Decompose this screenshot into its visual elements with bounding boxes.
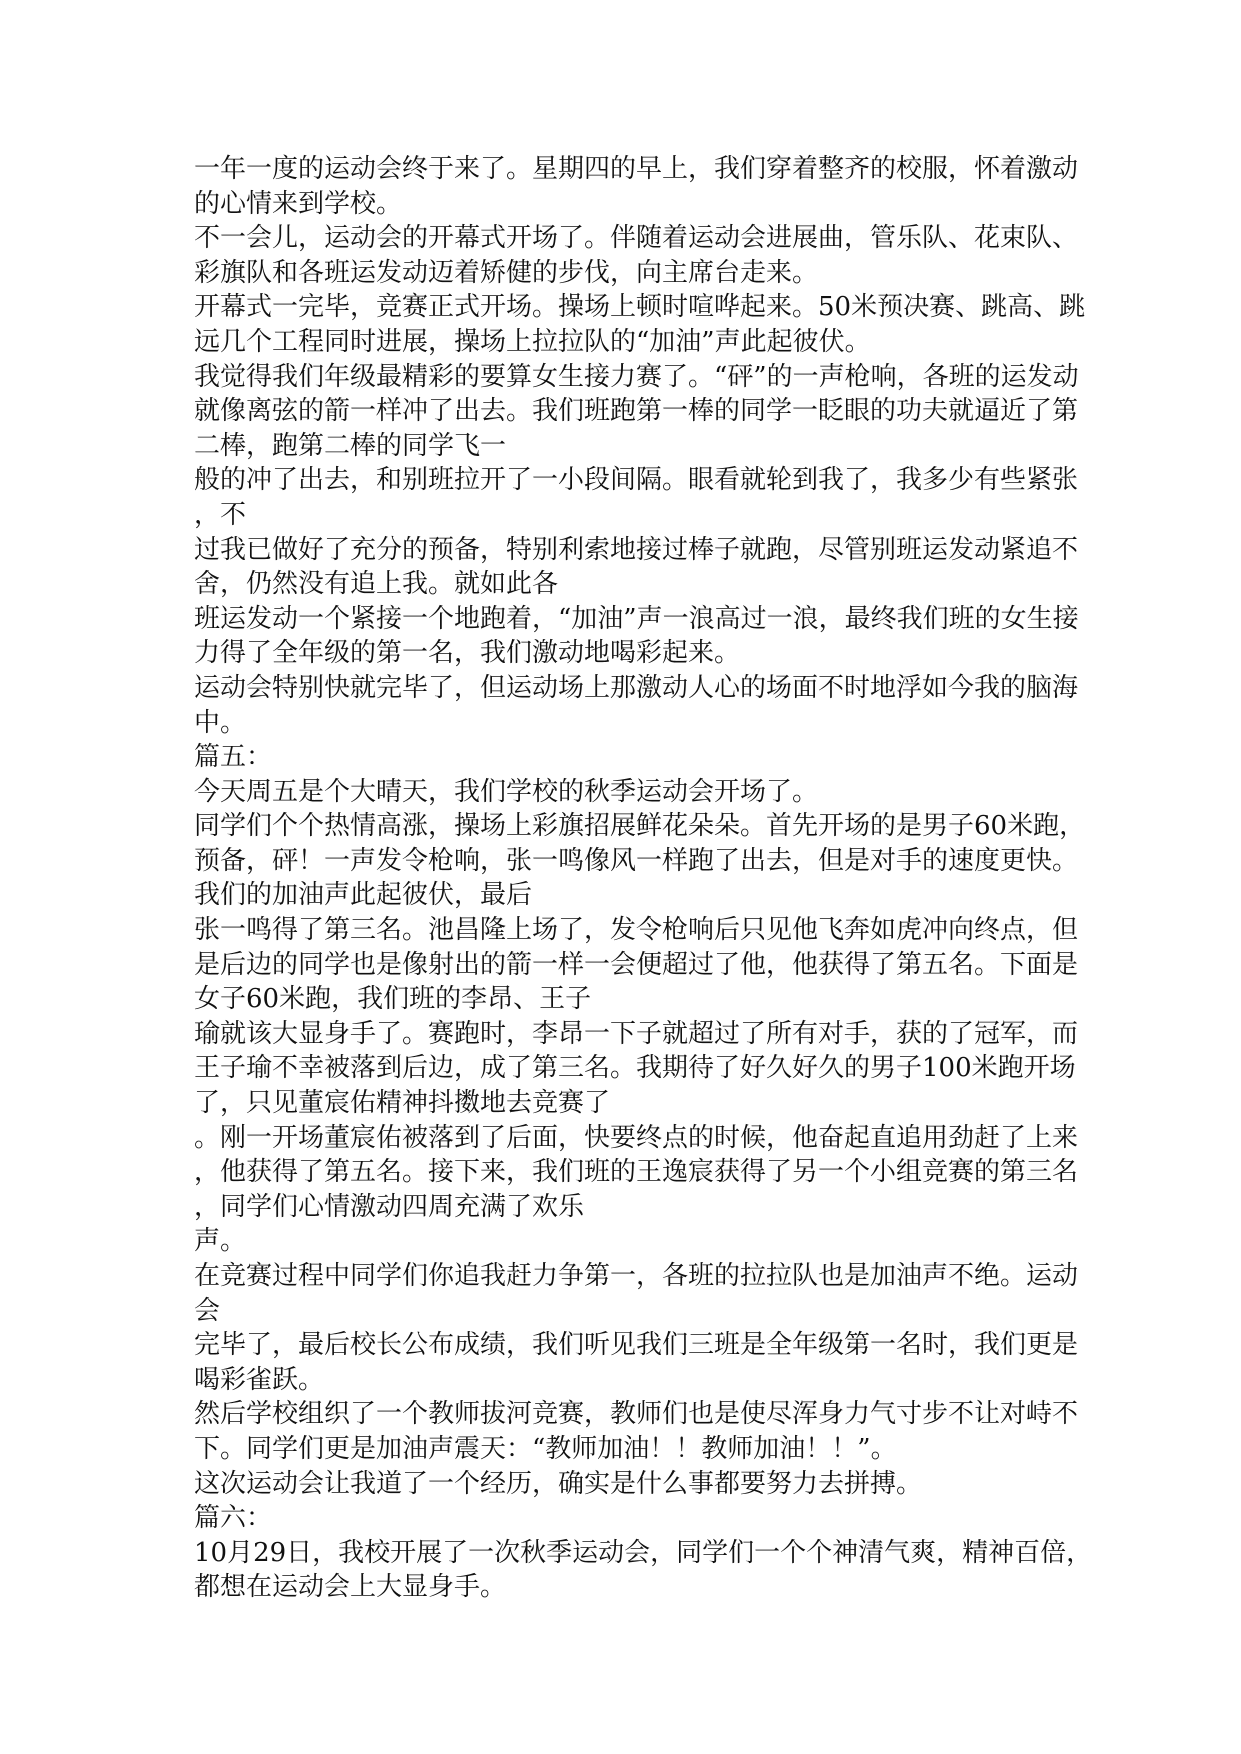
text-line: 开幕式一完毕，竞赛正式开场。操场上顿时喧哗起来。50米预决赛、跳高、跳 [194, 292, 1086, 323]
text-line: 彩旗队和各班运发动迈着矫健的步伐，向主席台走来。 [194, 257, 819, 288]
text-line: 了，只见董宸佑精神抖擞地去竞赛了 [194, 1088, 611, 1119]
text-line: 我们的加油声此起彼伏，最后 [194, 880, 533, 911]
text-line: ，同学们心情激动四周充满了欢乐 [194, 1191, 585, 1222]
text-line: 。刚一开场董宸佑被落到了后面，快要终点的时候，他奋起直追用劲赶了上来 [194, 1122, 1079, 1153]
text-line: 中。 [194, 707, 247, 738]
text-line: 然后学校组织了一个教师拔河竞赛，教师们也是使尽浑身力气寸步不让对峙不 [194, 1399, 1079, 1430]
text-line: ，他获得了第五名。接下来，我们班的王逸宸获得了另一个小组竞赛的第三名 [194, 1157, 1079, 1188]
text-line: 篇五： [194, 742, 273, 773]
text-line: 就像离弦的箭一样冲了出去。我们班跑第一棒的同学一眨眼的功夫就逼近了第 [194, 396, 1079, 427]
text-line: 王子瑜不幸被落到后边，成了第三名。我期待了好久好久的男子100米跑开场 [194, 1053, 1076, 1084]
text-line: 的心情来到学校。 [194, 188, 403, 219]
text-line: 二棒，跑第二棒的同学飞一 [194, 430, 507, 461]
text-line: 舍，仍然没有追上我。就如此各 [194, 569, 559, 600]
text-line: 喝彩雀跃。 [194, 1364, 325, 1395]
text-line: 都想在运动会上大显身手。 [194, 1572, 507, 1603]
text-line: 一年一度的运动会终于来了。星期四的早上，我们穿着整齐的校服，怀着激动 [194, 154, 1079, 184]
text-line: ，不 [194, 499, 247, 530]
text-line: 10月29日，我校开展了一次秋季运动会，同学们一个个神清气爽，精神百倍， [194, 1537, 1093, 1568]
text-line: 女子60米跑，我们班的李昂、王子 [194, 984, 592, 1015]
text-line: 完毕了，最后校长公布成绩，我们听见我们三班是全年级第一名时，我们更是 [194, 1330, 1079, 1361]
text-line: 同学们个个热情高涨，操场上彩旗招展鲜花朵朵。首先开场的是男子60米跑， [194, 811, 1086, 842]
text-line: 般的冲了出去，和别班拉开了一小段间隔。眼看就轮到我了，我多少有些紧张 [194, 465, 1079, 496]
text-line: 会 [194, 1295, 221, 1326]
text-line: 远几个工程同时进展，操场上拉拉队的“加油”声此起彼伏。 [194, 326, 871, 357]
text-line: 瑜就该大显身手了。赛跑时，李昂一下子就超过了所有对手，获的了冠军，而 [194, 1018, 1079, 1049]
text-line: 在竞赛过程中同学们你追我赶力争第一，各班的拉拉队也是加油声不绝。运动 [194, 1261, 1079, 1291]
text-line: 这次运动会让我道了一个经历，确实是什么事都要努力去拼搏。 [194, 1468, 923, 1499]
text-line: 篇六： [194, 1503, 273, 1534]
text-line: 是后边的同学也是像射出的箭一样一会便超过了他，他获得了第五名。下面是 [194, 949, 1079, 980]
text-line: 预备，砰！一声发令枪响，张一鸣像风一样跑了出去，但是对手的速度更快。 [194, 845, 1079, 876]
text-line: 下。同学们更是加油声震天：“教师加油！！教师加油！！”。 [194, 1433, 897, 1464]
text-line: 声。 [194, 1226, 247, 1257]
text-line: 过我已做好了充分的预备，特别利索地接过棒子就跑，尽管别班运发动紧追不 [194, 534, 1079, 565]
text-line: 力得了全年级的第一名，我们激动地喝彩起来。 [194, 638, 741, 669]
text-line: 运动会特别快就完毕了，但运动场上那激动人心的场面不时地浮如今我的脑海 [194, 672, 1079, 703]
text-line: 班运发动一个紧接一个地跑着，“加油”声一浪高过一浪，最终我们班的女生接 [194, 603, 1079, 634]
text-line: 不一会儿，运动会的开幕式开场了。伴随着运动会进展曲，管乐队、花束队、 [194, 223, 1079, 254]
text-line: 张一鸣得了第三名。池昌隆上场了，发令枪响后只见他飞奔如虎冲向终点，但 [194, 915, 1079, 946]
text-line: 今天周五是个大晴天，我们学校的秋季运动会开场了。 [194, 776, 819, 807]
text-line: 我觉得我们年级最精彩的要算女生接力赛了。“砰”的一声枪响，各班的运发动 [194, 361, 1079, 392]
document-text [194, 152, 1093, 1605]
